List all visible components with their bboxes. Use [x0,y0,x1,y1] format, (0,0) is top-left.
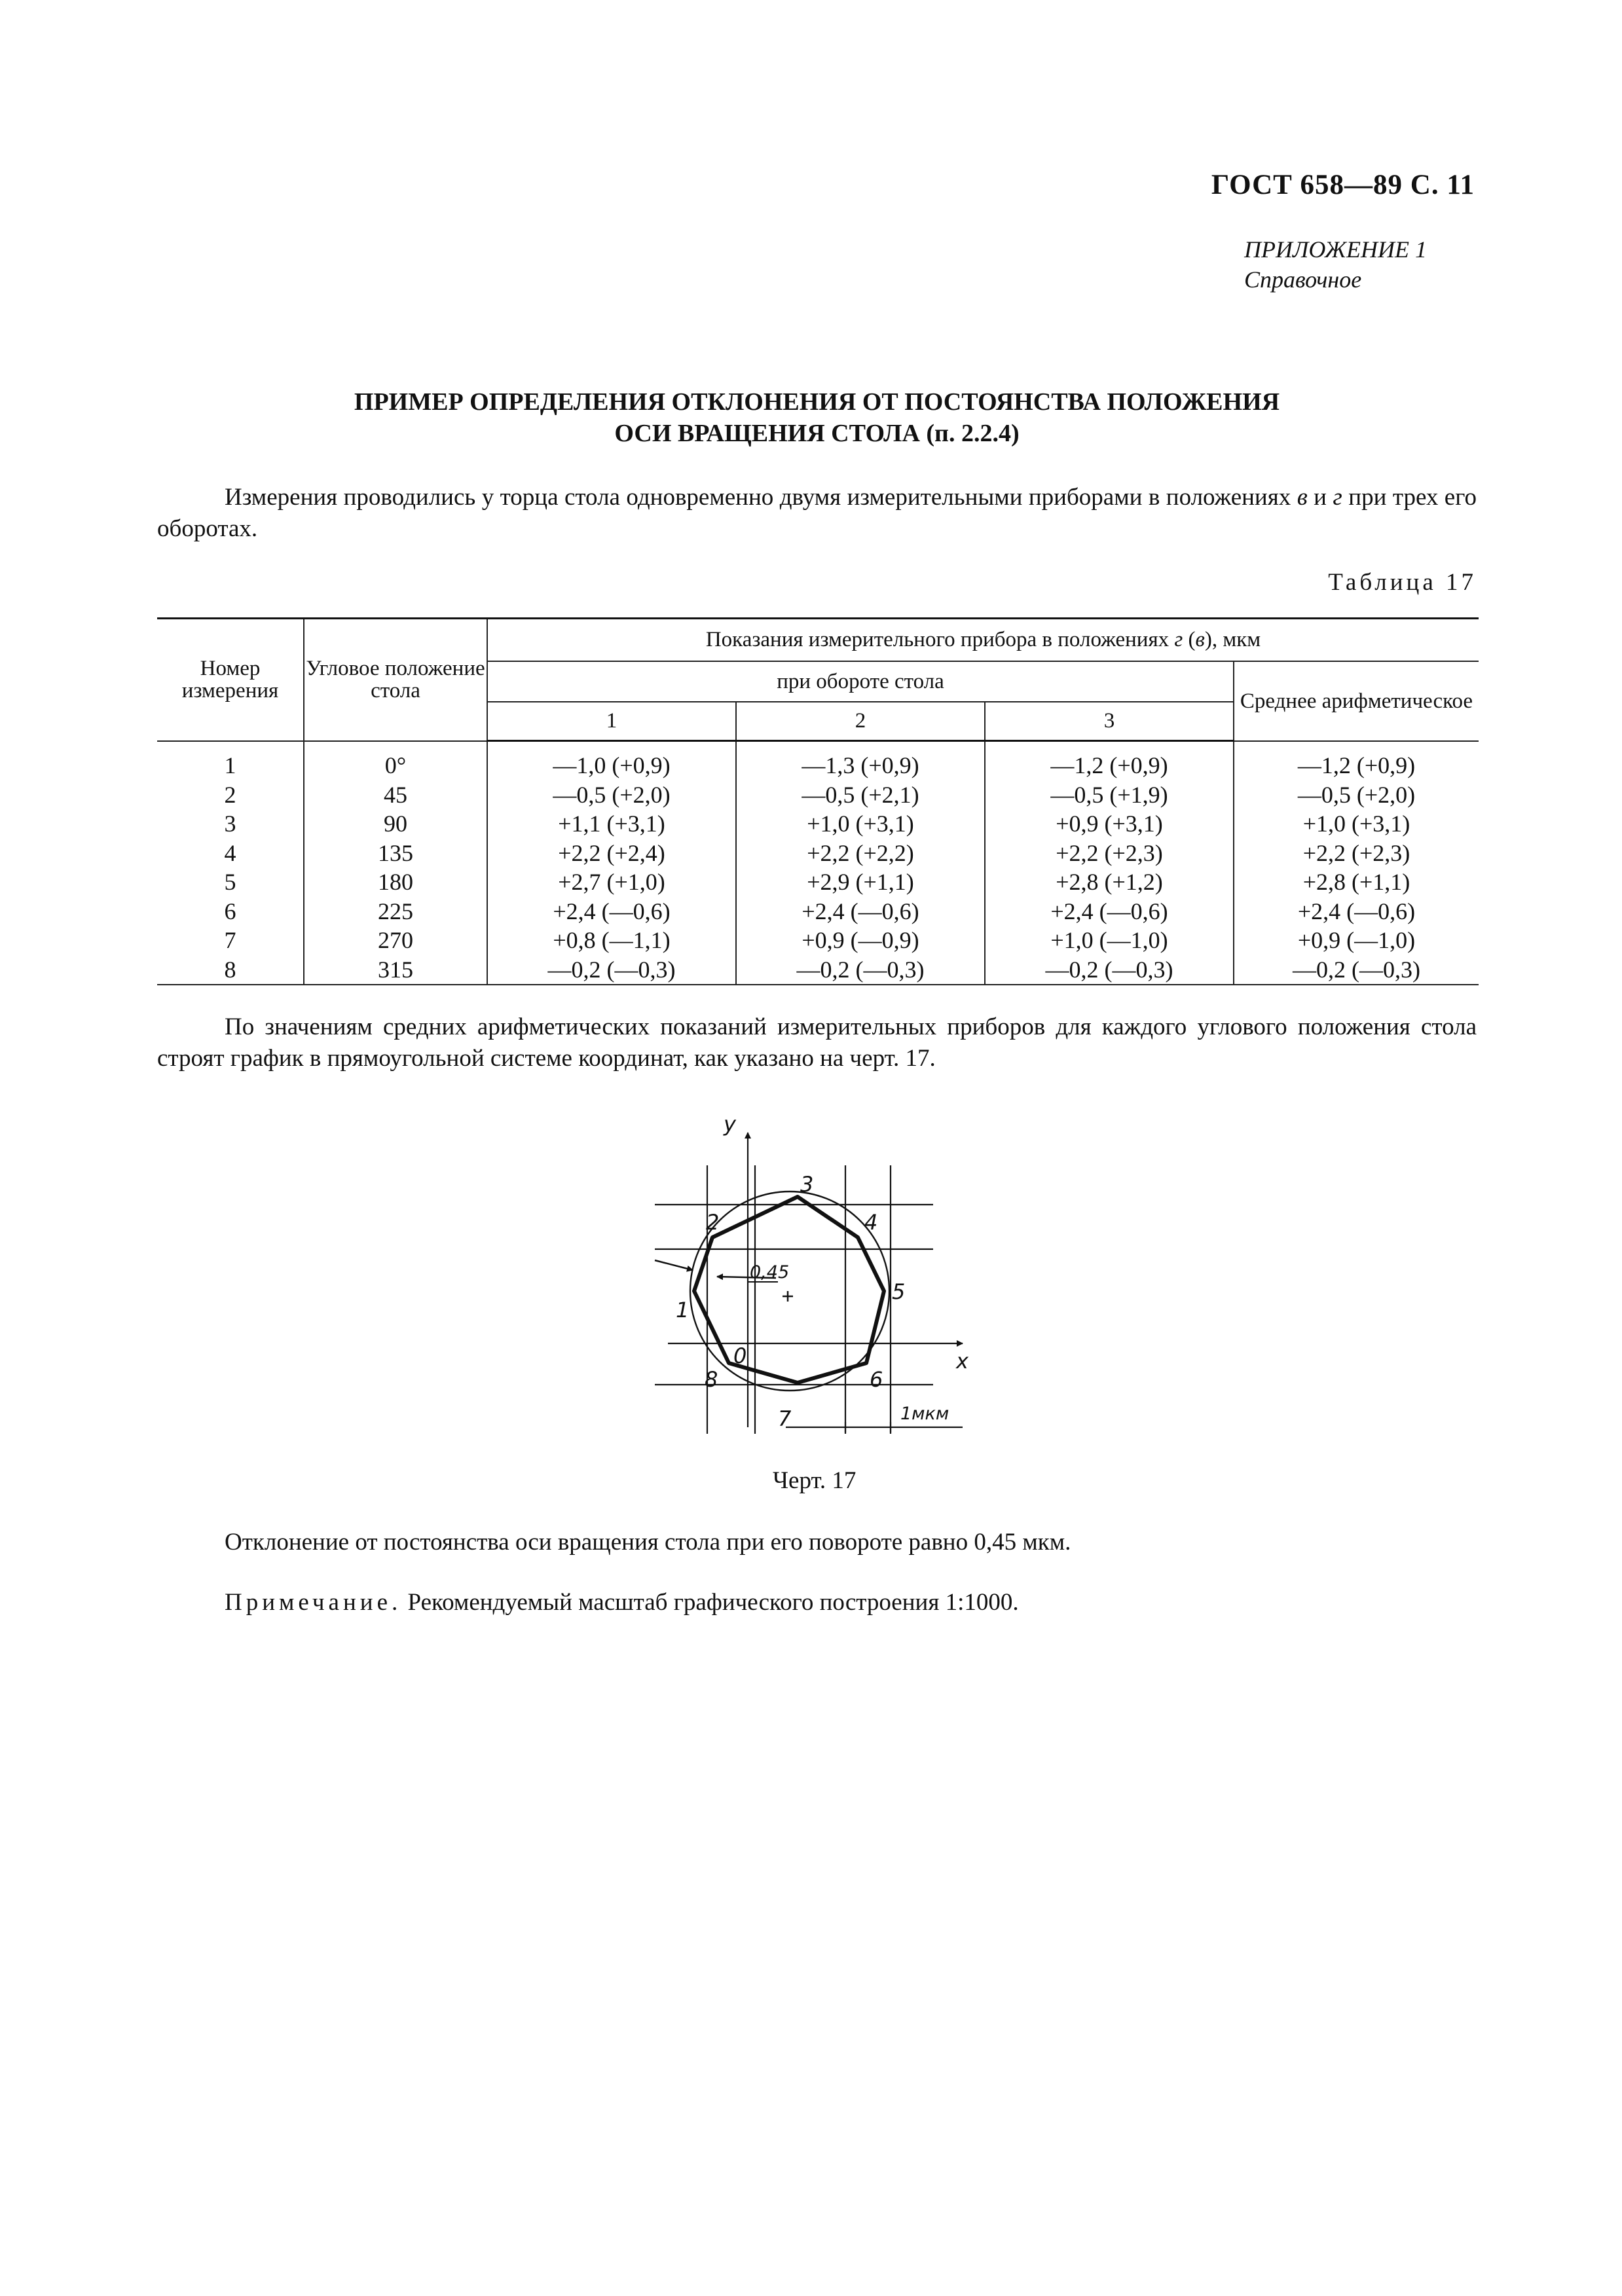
cell-mean: —0,2 (—0,3) [1234,955,1479,985]
cell-rotation-2: —0,2 (—0,3) [736,955,985,985]
point-label-3: 3 [800,1172,814,1197]
header-rotation-2: 2 [736,702,985,741]
cell-mean: +0,9 (—1,0) [1234,926,1479,955]
point-label-0: 0 [733,1343,747,1368]
appendix-label [1244,234,1427,295]
cell-mean: +2,8 (+1,1) [1234,867,1479,897]
intro-text: Измерения проводились у торца стола одновременно двумя измерительными приборами в положениях [225,484,1297,511]
cell-number: 3 [224,811,236,837]
table-row [157,809,1479,839]
intro-and: и [1307,484,1333,511]
conclusion-text: Отклонение от постоянства оси вращения стола при его повороте равно 0,45 мкм. [225,1529,1071,1556]
scale-label: 1мкм [900,1404,949,1424]
cell-mean: —1,2 (+0,9) [1234,741,1479,780]
point-label-8: 8 [705,1367,718,1392]
table-row [157,897,1479,926]
cell-mean: +2,4 (—0,6) [1234,897,1479,926]
header-mean: Среднее арифметическое [1234,661,1479,741]
deviation-diagram [642,1106,995,1453]
cell-rotation-1: +0,8 (—1,1) [487,926,736,955]
cell-rotation-1: +2,7 (+1,0) [487,867,736,897]
point-label-1: 1 [676,1298,690,1322]
point-label-7: 7 [778,1406,792,1431]
cell-rotation-1: —1,0 (+0,9) [487,741,736,780]
cell-angle: 135 [304,839,487,868]
cell-rotation-2: —0,5 (+2,1) [736,780,985,810]
header-number: Номер измерения [157,619,304,741]
cell-number: 6 [224,898,236,924]
cell-rotation-3: +2,8 (+1,2) [985,867,1234,897]
cell-rotation-3: +2,2 (+2,3) [985,839,1234,868]
cell-rotation-3: —1,2 (+0,9) [985,741,1234,780]
cell-rotation-2: +1,0 (+3,1) [736,809,985,839]
point-label-2: 2 [706,1210,720,1235]
table-row [157,741,1479,780]
body-paragraph [157,1011,1477,1074]
cell-rotation-2: —1,3 (+0,9) [736,741,985,780]
cell-angle: 315 [304,955,487,985]
note-label: Примечание. [225,1589,402,1616]
deviation-arrow [655,1260,693,1270]
measurement-table [157,617,1479,985]
reference-circle [690,1192,889,1391]
cell-rotation-1: +2,4 (—0,6) [487,897,736,926]
x-axis-label: x [956,1349,968,1374]
deviation-value-label: 0,45 [750,1262,790,1283]
cell-angle: 225 [304,897,487,926]
intro-paragraph [157,482,1477,545]
y-axis-label: y [724,1112,736,1137]
cell-rotation-2: +0,9 (—0,9) [736,926,985,955]
cell-rotation-2: +2,9 (+1,1) [736,867,985,897]
cell-angle: 90 [304,809,487,839]
body-paragraph-text: По значениям средних арифметических показаний измерительных приборов для каждого углового положения стола строят график в прямоугольной системе координат, как указано на черт. 17. [157,1013,1477,1072]
header-rotation-3: 3 [985,702,1234,741]
table-row [157,867,1479,897]
header-rotation: при обороте стола [487,661,1234,702]
table-row [157,926,1479,955]
point-label-6: 6 [870,1367,883,1392]
title-line-1: ПРИМЕР ОПРЕДЕЛЕНИЯ ОТКЛОНЕНИЯ ОТ ПОСТОЯНСТВА ПОЛОЖЕНИЯ [354,388,1280,416]
header-angle: Угловое положение стола [304,619,487,741]
cell-number: 5 [224,869,236,895]
page-header: ГОСТ 658—89 С. 11 [1211,170,1475,200]
cell-number: 8 [157,955,304,985]
table-row [157,839,1479,868]
cell-rotation-3: —0,2 (—0,3) [985,955,1234,985]
deviation-polygon [694,1197,884,1383]
table-row [157,780,1479,810]
cell-rotation-2: +2,2 (+2,2) [736,839,985,868]
cell-mean: +2,2 (+2,3) [1234,839,1479,868]
cell-rotation-2: +2,4 (—0,6) [736,897,985,926]
cell-number: 2 [224,781,236,808]
cell-mean: +1,0 (+3,1) [1234,809,1479,839]
cell-angle: 180 [304,867,487,897]
cell-rotation-1: —0,5 (+2,0) [487,780,736,810]
note-text: Рекомендуемый масштаб графического построения 1:1000. [401,1589,1019,1616]
cell-rotation-3: +0,9 (+3,1) [985,809,1234,839]
cell-number: 7 [224,927,236,953]
cell-rotation-1: +2,2 (+2,4) [487,839,736,868]
cell-rotation-3: +1,0 (—1,0) [985,926,1234,955]
intro-tail: при трех его оборотах. [157,484,1477,542]
point-label-5: 5 [892,1279,906,1304]
cell-rotation-1: +1,1 (+3,1) [487,809,736,839]
cell-number: 4 [224,839,236,866]
intro-position-g: г [1333,484,1342,511]
cell-rotation-3: —0,5 (+1,9) [985,780,1234,810]
cell-angle: 0° [304,741,487,780]
cell-mean: —0,5 (+2,0) [1234,780,1479,810]
cell-number: 1 [224,752,236,778]
note [225,1588,1019,1616]
cell-angle: 45 [304,780,487,810]
figure-caption: Черт. 17 [773,1467,857,1494]
title-line-2: ОСИ ВРАЩЕНИЯ СТОЛА (п. 2.2.4) [614,420,1020,447]
appendix-subtitle: Справочное [1244,266,1362,293]
document-title [157,386,1477,449]
table-caption: Таблица 17 [1328,569,1477,596]
cell-rotation-3: +2,4 (—0,6) [985,897,1234,926]
header-rotation-1: 1 [487,702,736,741]
center-mark [783,1291,793,1302]
intro-position-b: в [1297,484,1308,511]
cell-angle: 270 [304,926,487,955]
table-row [157,955,1479,985]
header-readings: Показания измерительного прибора в положениях г (в), мкм [487,619,1479,661]
point-label-4: 4 [864,1210,878,1235]
cell-rotation-1: —0,2 (—0,3) [487,955,736,985]
appendix-title: ПРИЛОЖЕНИЕ 1 [1244,236,1427,263]
